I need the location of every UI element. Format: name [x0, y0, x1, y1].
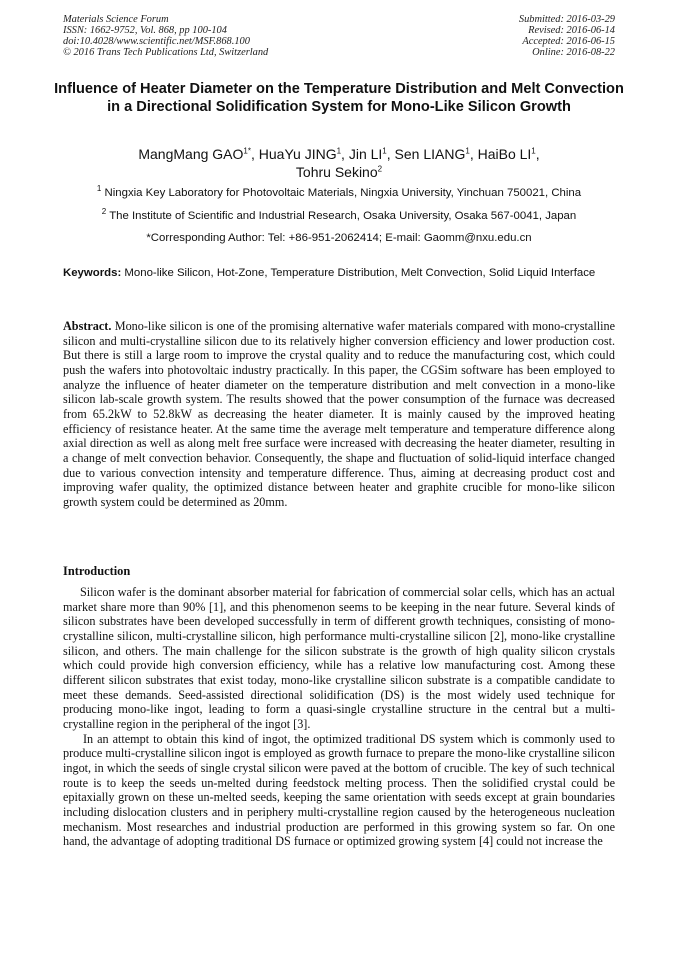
author: Jin $LI^1$: [348, 146, 387, 162]
publication-info: [63, 14, 268, 58]
revised-date: Revised: 2016-06-14: [528, 25, 615, 36]
keywords-text: Mono-like Silicon, Hot-Zone, Temperature Distribution, Melt Convection, Solid Liquid Interface: [124, 267, 596, 279]
introduction-body: [63, 585, 615, 849]
author-list: MangMang $GAO^{1*}$, HuaYu JING$^1$, Jin $LI^1$, Sen LIANG$^1$, HaiBo $LI^1$, Tohru Sekino$^2$: [138, 146, 540, 180]
section-heading: Introduction: [63, 564, 131, 578]
keywords: [63, 266, 615, 280]
issn-volume: ISSN: 1662-9752, Vol. 868, pp 100-104: [63, 25, 227, 36]
author: Sen LIANG$^1$: [394, 146, 470, 162]
author: HaiBo $LI^1$: [477, 146, 536, 162]
publication-dates: [519, 14, 615, 58]
submitted-date: Submitted: 2016-03-29: [518, 14, 615, 25]
paragraph: Silicon wafer is the dominant absorber material for fabrication of commercial solar cells, which has an actual market share more than 90% [1], and this phenomenon seems to be keeping in the near future. Several kinds of silicon substrates have been developed successfully in term of different growth techniques, consisting of mono-crystalline silicon, multi-crystalline silicon, high performance multi-crystalline silicon [2], mono-like crystalline silicon, and others. The main challenge for the silicon substrate is the growth of high quality silicon crystals which could provide high conversion efficiency, while has a relative low manufacturing cost. Among these different silicon substrates that exist today, mono-like crystalline silicon substrate is a compatible candidate to meet these demands. Seed-assisted directional solidification (DS) is the most widely used technique for producing mono-like ingot, leading to form a quasi-single crystalline structure in the central but a multi-crystalline region in the peripheral of the ingot [3].: [63, 585, 615, 731]
accepted-date: Accepted: 2016-06-15: [522, 36, 615, 47]
keywords-label: Keywords:: [63, 267, 122, 279]
corresponding-author: *Corresponding Author: Tel: +86-951-2062414; E-mail: Gaomm@nxu.edu.cn: [146, 232, 532, 244]
journal-name: Materials Science Forum: [63, 14, 169, 25]
doi: doi:10.4028/www.scientific.net/MSF.868.100: [63, 36, 250, 47]
abstract: [63, 319, 615, 510]
author: HuaYu JING$^1$: [258, 146, 342, 162]
affiliation: $^1$ Ningxia Key Laboratory for Photovoltaic Materials, Ningxia University, Yinchuan 750021, China: [96, 184, 582, 199]
abstract-label: Abstract.: [63, 319, 112, 333]
online-date: Online: 2016-08-22: [532, 47, 615, 58]
author: Tohru Sekino$^2$: [295, 164, 383, 180]
author: MangMang $GAO^{1*}$: [138, 146, 251, 162]
paper-title: Influence of Heater Diameter on the Temperature Distribution and Melt Convection in a Directional Solidification System for Mono-Like Silicon Growth: [54, 81, 624, 115]
affiliation: $^2$ The Institute of Scientific and Industrial Research, Osaka University, Osaka 567-0041, Japan: [101, 207, 577, 222]
abstract-text: Mono-like silicon is one of the promising alternative wafer materials compared with mono-crystalline silicon and multi-crystalline silicon due to its relatively higher conversion efficiency and lower production cost. But there is still a large room to improve the crystal quality and to reduce the manufacturing cost, which could push the wafers into photovoltaic industry practically. In this paper, the CGSim software has been employed to analyze the influence of heater diameter on the temperature distribution and melt convection in a mono-like silicon lab-scale growth system. The results showed that the power consumption of the furnace was decreased from 65.2kW to 52.8kW as decreasing the heater diameter. It is mainly caused by the improved heating efficiency of resistance heater. At the same time the average melt temperature and temperature difference along axial direction as well as along melt free surface were increased with decreasing the heater diameter, resulting in a change of melt convection behavior. Consequently, the shape and fluctuation of solid-liquid interface changed due to various convection intensity and temperature difference. Thus, aiming at decreasing product cost and improving wafer quality, the optimized distance between heater and graphite crucible for mono-like silicon growth system could be determined as 20mm.: [63, 319, 616, 509]
copyright: © 2016 Trans Tech Publications Ltd, Switzerland: [63, 47, 269, 58]
paragraph: In an attempt to obtain this kind of ingot, the optimized traditional DS system which is commonly used to produce multi-crystalline silicon ingot is employed as growth furnace to prepare the mono-like crystalline silicon ingot, in which the seeds of single crystal silicon were paved at the bottom of crucible. The key of such technical route is to keep the seeds un-melted during feedstock melting process. Then the solidified crystal could be epitaxially grown on these un-melted seeds, keeping the same orientation with seeds except at grain boundaries including dislocation clusters and in periphery multi-crystalline region caused by the heterogeneous nucleation mechanism. Most researches and industrial production are performed in this growing system so far. On one hand, the advantage of adopting traditional DS furnace or optimized growing system [4] could not increase the: [63, 731, 615, 849]
